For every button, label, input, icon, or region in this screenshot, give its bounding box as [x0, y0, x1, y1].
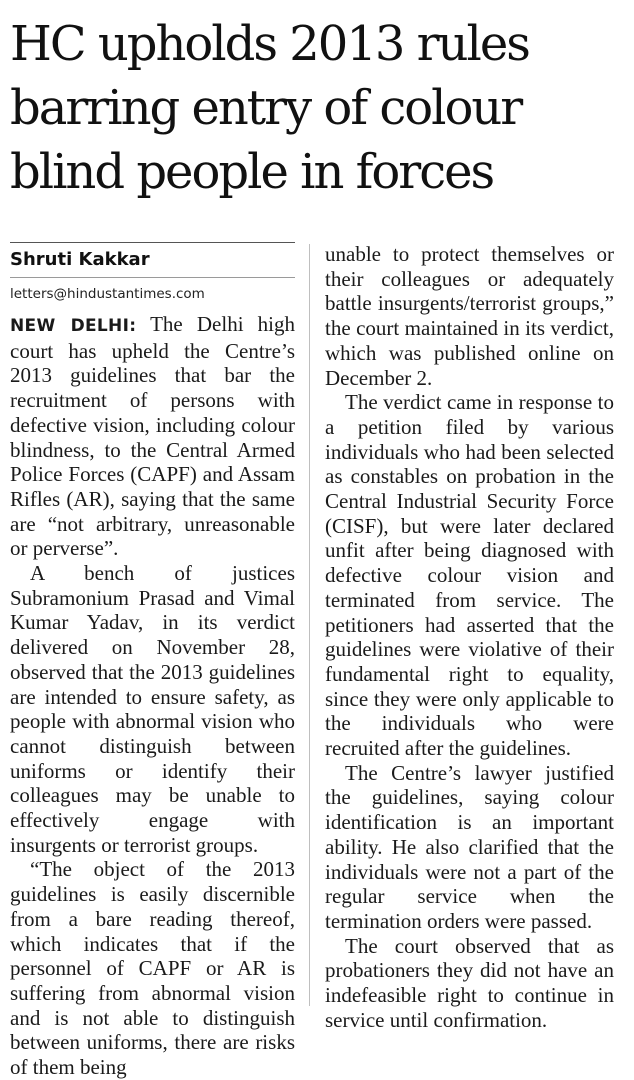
- article-paragraph-3-continued: unable to protect themselves or their colleagues or adequately battle insurgents/terrorist groups,” the court maintained in its verdict, which was published online on December 2.: [325, 242, 614, 390]
- article-paragraph-4: The verdict came in response to a petition filed by various individuals who had been selected as constables on probation in the Central Industrial Security Force (CISF), but were later declared unfit after being diagnosed with defective colour vision and terminated from service. The petitioners had asserted that the guidelines were violative of their fundamental right to equality, since they were only applicable to the individuals who were recruited after the guidelines.: [325, 390, 614, 761]
- article-paragraph-1: [10, 312, 295, 561]
- byline-email: letters@hindustantimes.com: [10, 286, 205, 302]
- byline-author: Shruti Kakkar: [10, 249, 150, 270]
- article-paragraph-2: A bench of justices Subramonium Prasad and Vimal Kumar Yadav, in its verdict delivered on November 28, observed that the 2013 guidelines are intended to ensure safety, as people with abnormal vision who cannot distinguish between uniforms or identify their colleagues may be unable to effectively engage with insurgents or terrorist groups.: [10, 561, 295, 857]
- headline-line-1: HC upholds 2013 rules: [10, 16, 529, 72]
- column-divider: [309, 244, 310, 1006]
- dateline: NEW DELHI:: [10, 316, 137, 336]
- byline-divider: [10, 277, 295, 278]
- headline-line-2: barring entry of colour: [10, 80, 522, 136]
- headline: [10, 12, 630, 204]
- article-paragraph-5: The Centre’s lawyer justified the guidelines, saying colour identification is an important ability. He also clarified that the individuals were not a part of the regular service when the termination orders were passed.: [325, 760, 614, 933]
- article-paragraph-3: “The object of the 2013 guidelines is easily discernible from a bare reading thereof, which indicates that if the personnel of CAPF or AR is suffering from abnormal vision and is not able to distinguish between uniforms, there are risks of them being: [10, 857, 295, 1080]
- article-paragraph-1-text: The Delhi high court has upheld the Centre’s 2013 guidelines that bar the recruitment of persons with defective vision, including colour blindness, to the Central Armed Police Forces (CAPF) and Assam Rifles (AR), saying that the same are “not arbitrary, unreasonable or perverse”.: [10, 312, 295, 561]
- headline-line-3: blind people in forces: [10, 144, 494, 200]
- byline-top-rule: [10, 242, 295, 243]
- article-column-right: [325, 242, 614, 1033]
- article-paragraph-6: The court observed that as probationers they did not have an indefeasible right to continue in service until confirmation.: [325, 933, 614, 1032]
- article-column-left: [10, 242, 295, 1080]
